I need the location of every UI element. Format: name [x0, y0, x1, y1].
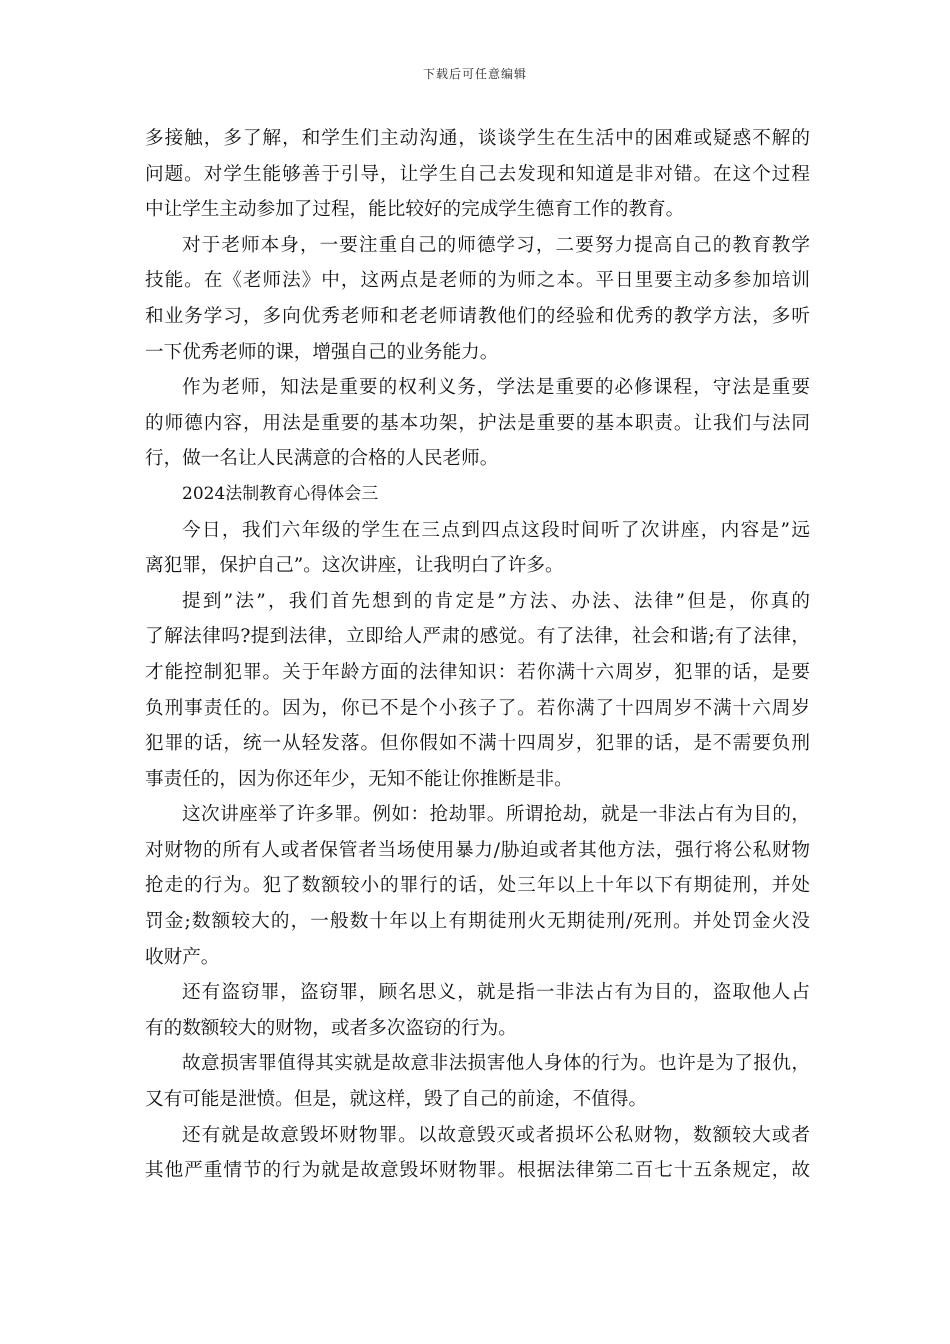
text-line: 对财物的所有人或者保管者当场使用暴力/胁迫或者其他方法，强行将公私财物 — [145, 839, 810, 861]
text-line: 的师德内容，用法是重要的基本功架，护法是重要的基本职责。让我们与法同 — [145, 412, 810, 434]
text-line: 了解法律吗?提到法律，立即给人严肃的感觉。有了法律，社会和谐;有了法律， — [145, 626, 810, 648]
text-line: 有的数额较大的财物，或者多次盗窃的行为。 — [145, 1017, 517, 1039]
text-line: 其他严重情节的行为就是故意毁坏财物罪。根据法律第二百七十五条规定，故 — [145, 1160, 810, 1182]
text-line: 还有盗窃罪，盗窃罪，顾名思义，就是指一非法占有为目的，盗取他人占 — [182, 982, 810, 1004]
text-line: 负刑事责任的。因为，你已不是个小孩子了。若你满了十四周岁不满十六周岁 — [145, 697, 810, 719]
text-line: 对于老师本身，一要注重自己的师德学习，二要努力提高自己的教育教学 — [182, 234, 810, 256]
page-header: 下载后可任意编辑 — [422, 67, 527, 81]
text-line: 作为老师，知法是重要的权利义务，学法是重要的必修课程，守法是重要 — [182, 377, 810, 399]
text-line: 技能。在《老师法》中，这两点是老师的为师之本。平日里要主动多参加培训 — [145, 270, 810, 292]
text-line: 事责任的，因为你还年少，无知不能让你推断是非。 — [145, 768, 573, 790]
text-line: 多接触，多了解，和学生们主动沟通，谈谈学生在生活中的困难或疑惑不解的 — [145, 128, 810, 149]
text-line: 收财产。 — [145, 946, 220, 968]
text-line: 故意损害罪值得其实就是故意非法损害他人身体的行为。也许是为了报仇， — [182, 1053, 810, 1075]
text-line: 今日，我们六年级的学生在三点到四点这段时间听了次讲座，内容是”远 — [182, 519, 810, 541]
text-line: 提到”法”，我们首先想到的肯定是”方法、办法、法律”但是，你真的 — [182, 590, 810, 612]
text-line: 才能控制犯罪。关于年龄方面的法律知识：若你满十六周岁，犯罪的话，是要 — [145, 661, 810, 683]
text-line: 抢走的行为。犯了数额较小的罪行的话，处三年以上十年以下有期徒刑，并处 — [145, 875, 810, 897]
text-line: 行，做一名让人民满意的合格的人民老师。 — [145, 448, 499, 470]
section-heading: 2024法制教育心得体会三 — [182, 483, 379, 504]
text-line: 中让学生主动参加了过程，能比较好的完成学生德育工作的教育。 — [145, 199, 685, 221]
text-line: 犯罪的话，统一从轻发落。但你假如不满十四周岁，犯罪的话，是不需要负刑 — [145, 733, 810, 755]
text-line: 一下优秀老师的课，增强自己的业务能力。 — [145, 341, 499, 363]
text-line: 离犯罪，保护自己”。这次讲座，让我明白了许多。 — [145, 555, 564, 577]
text-line: 和业务学习，多向优秀老师和老老师请教他们的经验和优秀的教学方法，多听 — [145, 305, 810, 327]
document-body — [145, 121, 810, 1189]
text-line: 这次讲座举了许多罪。例如：抢劫罪。所谓抢劫，就是一非法占有为目的， — [182, 804, 810, 826]
text-line: 问题。对学生能够善于引导，让学生自己去发现和知道是非对错。在这个过程 — [145, 163, 810, 185]
text-line: 罚金;数额较大的，一般数十年以上有期徒刑火无期徒刑/死刑。并处罚金火没 — [145, 911, 810, 933]
text-line: 还有就是故意毁坏财物罪。以故意毁灭或者损坏公私财物，数额较大或者 — [182, 1124, 810, 1146]
text-line: 又有可能是泄愤。但是，就这样，毁了自己的前途，不值得。 — [145, 1089, 648, 1111]
